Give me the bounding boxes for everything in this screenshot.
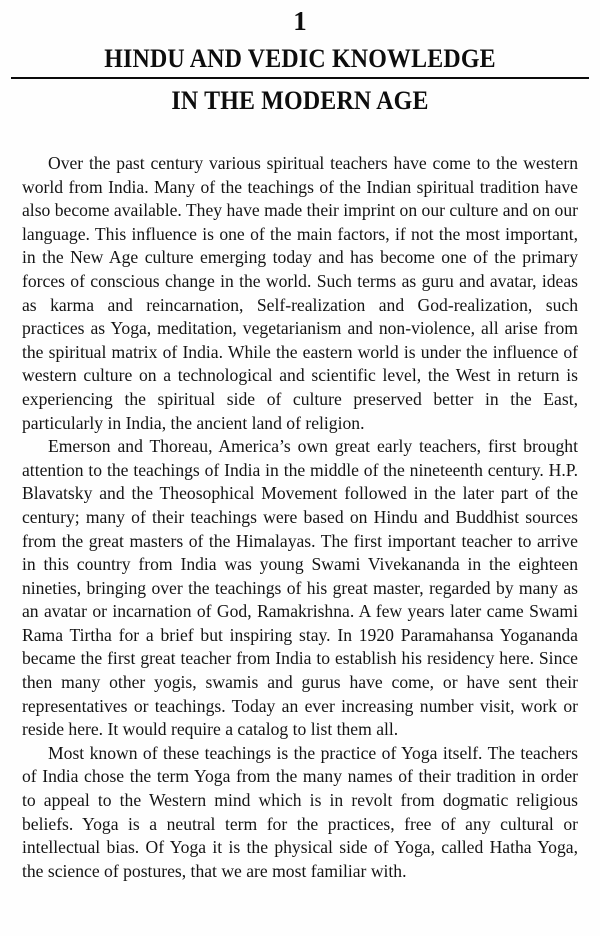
chapter-title-line-1: HINDU AND VEDIC KNOWLEDGE <box>104 44 496 73</box>
chapter-title-line-2: IN THE MODERN AGE <box>171 86 429 115</box>
paragraph-3: Most known of these teachings is the practice of Yoga itself. The teachers of India chose the term Yoga from the many names of their tradition in order to appeal to the Western mind which is in revolt from dogmatic religious beliefs. Yoga is a neutral term for the practices, free of any cultural or intellectual bias. Of Yoga it is the physical side of Yoga, called Hatha Yoga, the science of postures, that we are most familiar with. <box>22 742 578 881</box>
paragraph-1: Over the past century various spiritual teachers have come to the western world from India. Many of the teachings of the Indian spiritual tradition have also become available. They have made their imprint on our culture and on our language. This influence is one of the main factors, if not the most important, in the New Age culture emerging today and has become one of the primary forces of conscious change in the world. Such terms as guru and avatar, ideas as karma and reincarnation, Self-realization and God-realization, such practices as Yoga, meditation, vegetarianism and non-violence, all arise from the spiritual matrix of India. While the eastern world is under the influence of western culture on a technological and scientific level, the West in return is experiencing the spiritual side of culture preserved better in the East, particularly in India, the ancient land of religion. <box>22 153 578 433</box>
chapter-number: 1 <box>293 6 307 36</box>
chapter-header <box>0 0 600 116</box>
body-text-block <box>22 152 578 883</box>
title-divider-rule <box>11 77 589 79</box>
paragraph-2: Emerson and Thoreau, America’s own great early teachers, first brought attention to the teachings of India in the middle of the nineteenth century. H.P. Blavatsky and the Theosophical Movement followed in the later part of the century; many of their teachings were based on Hindu and Buddhist sources from the great masters of the Himalayas. The first important teacher to arrive in this country from India was young Swami Vivekananda in the eighteen nineties, bringing over the teachings of his great master, regarded by many as an avatar or incarnation of God, Ramakrishna. A few years later came Swami Rama Tirtha for a brief but inspiring stay. In 1920 Paramahansa Yogananda became the first great teacher from India to establish his residency here. Since then many other yogis, swamis and gurus have come, or have sent their representatives or teachings. Today an ever increasing number visit, work or reside here. It would require a catalog to list them all. <box>22 436 578 740</box>
